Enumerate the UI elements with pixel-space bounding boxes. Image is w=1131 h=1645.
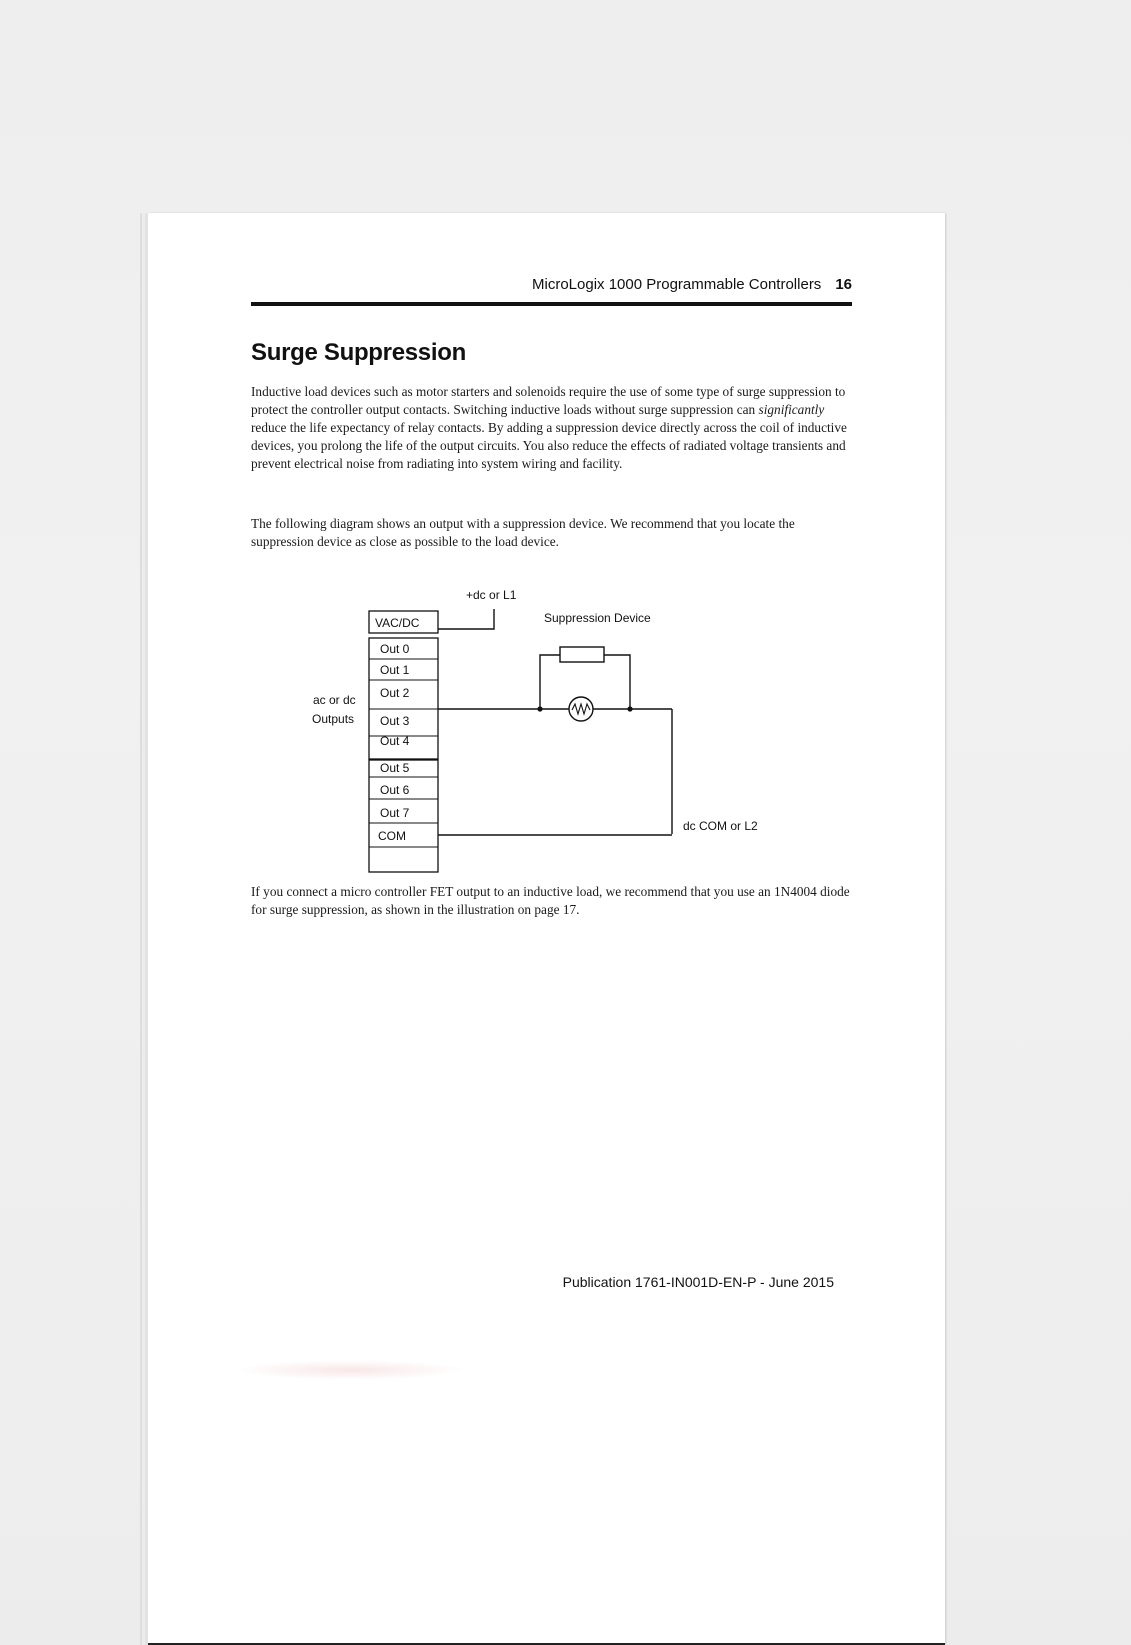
junction-dot [627, 706, 632, 711]
supply-label: +dc or L1 [466, 588, 517, 602]
intro-emphasis: significantly [758, 402, 825, 417]
diagram-intro-paragraph: The following diagram shows an output with a suppression device. We recommend that you locate the suppression device as close as possible to the load device. [251, 516, 795, 549]
page-number: 16 [835, 276, 852, 293]
terminal-label-out6: Out 6 [380, 783, 410, 797]
intro-text-start: Inductive load devices such as motor starters and solenoids require the use of some type of surge suppression to protect the controller output contacts. Switching inductive loads without surge suppression can [251, 384, 846, 417]
suppression-lead-left [540, 655, 560, 709]
intro-text-end: reduce the life expectancy of relay contacts. By adding a suppression device directly across the coil of inductive devices, you prolong the life of the output circuits. You also reduce the effects of radiated voltage transients and prevent electrical noise from radiating into system wiring and facility. [251, 420, 847, 471]
terminal-label-out2: Out 2 [380, 686, 410, 700]
terminal-label-out0: Out 0 [380, 642, 410, 656]
suppression-device-label: Suppression Device [544, 611, 651, 625]
header-title: MicroLogix 1000 Programmable Controllers [532, 276, 822, 293]
outputs-label-line1: ac or dc [313, 693, 356, 707]
common-label: dc COM or L2 [683, 819, 758, 833]
terminal-block [369, 611, 438, 872]
fet-note-paragraph: If you connect a micro controller FET output to an inductive load, we recommend that you use an 1N4004 diode for surge suppression, as shown in the illustration on page 17. [251, 884, 850, 917]
terminal-label-vacdc: VAC/DC [375, 616, 420, 630]
junction-dot [537, 706, 542, 711]
terminal-label-out1: Out 1 [380, 663, 410, 677]
terminal-label-out3: Out 3 [380, 714, 410, 728]
outputs-label-line2: Outputs [312, 712, 355, 726]
supply-wire [438, 609, 494, 629]
document-page [148, 213, 945, 1645]
publication-footer: Publication 1761-IN001D-EN-P - June 2015 [562, 1274, 834, 1290]
scan-smudge [235, 1360, 465, 1380]
section-title: Surge Suppression [251, 339, 466, 366]
suppression-lead-right [604, 655, 630, 709]
terminal-label-out4: Out 4 [380, 734, 410, 748]
suppression-wiring-diagram [148, 213, 945, 913]
terminal-label-com: COM [378, 829, 406, 843]
suppression-device-resistor [560, 647, 604, 662]
terminal-label-out7: Out 7 [380, 806, 410, 820]
terminal-label-out5: Out 5 [380, 761, 410, 775]
